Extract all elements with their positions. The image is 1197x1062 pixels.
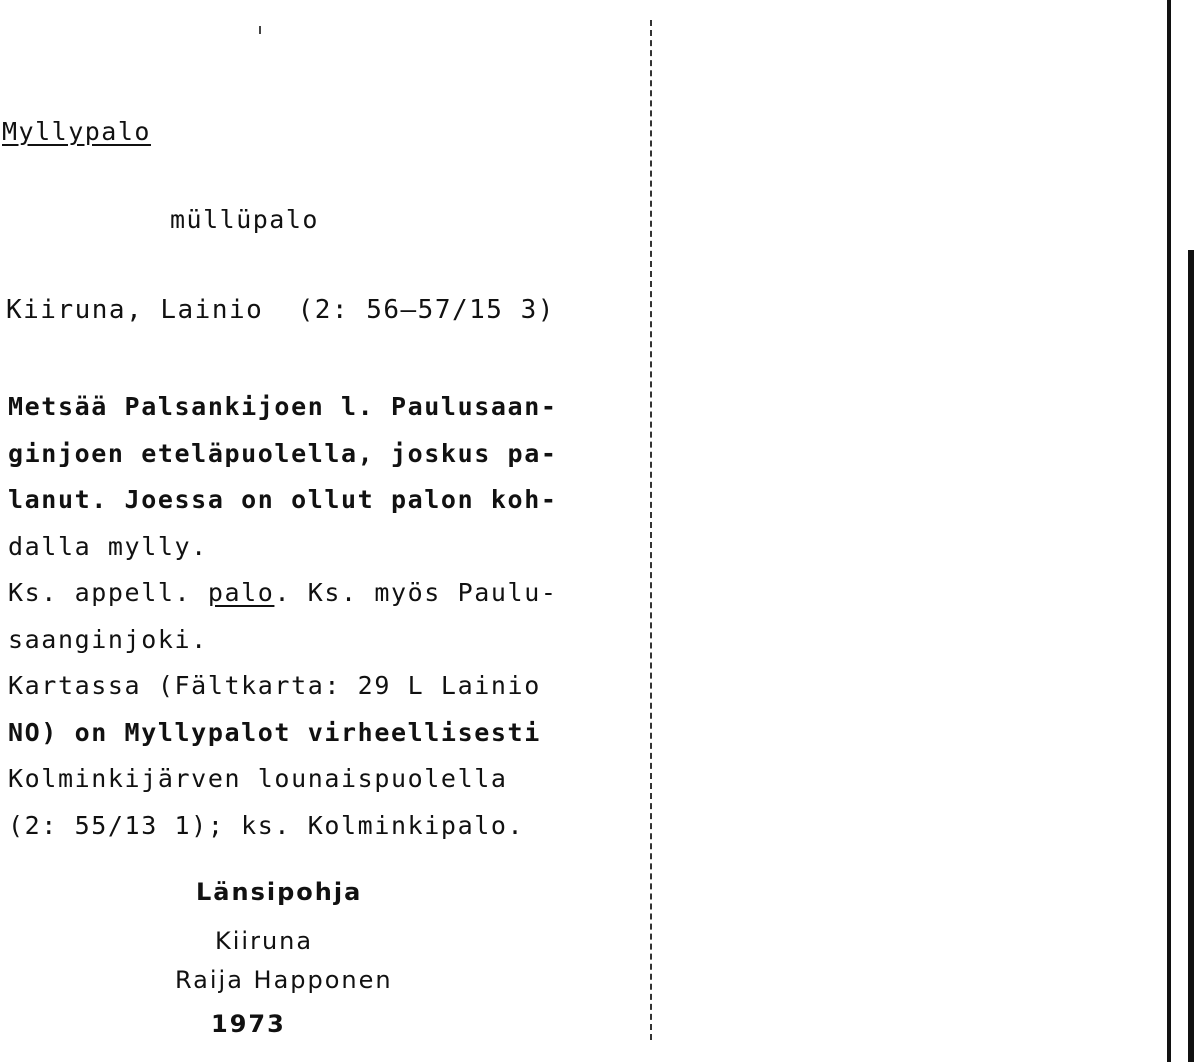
scan-speck [259,26,261,34]
cross-reference-term: palo [207,578,275,607]
description-line: (2: 55/13 1); ks. Kolminkipalo. [8,810,525,840]
card-divider [650,20,652,1040]
pronunciation: müllüpalo [170,205,319,234]
cross-reference-line [8,570,628,617]
stamp-parish: Kiiruna [215,927,314,955]
description-line: saanginjoki. [8,624,208,654]
cross-reference-suffix: . Ks. myös Paulu- [274,578,558,607]
scan-edge [1167,0,1171,1062]
stamp-year: 1973 [211,1010,286,1038]
location-reference: Kiiruna, Lainio (2: 56–57/15 3) [6,295,555,325]
description-line: NO) on Myllypalot virheellisesti [8,717,541,747]
description [8,384,628,849]
description-line: Metsää Palsankijoen l. Paulusaan- [8,392,558,421]
scan-edge-shadow [1188,250,1194,1062]
description-line: dalla mylly. [8,531,208,561]
description-line: ginjoen eteläpuolella, joskus pa- [8,438,558,468]
headword: Myllypalo [2,117,151,146]
description-line: Kolminkijärven lounaispuolella [8,764,508,793]
cross-reference-prefix: Ks. appell. [8,578,208,607]
stamp-collector: Raija Happonen [175,966,393,994]
stamp-region: Länsipohja [196,878,363,906]
description-line: lanut. Joessa on ollut palon koh- [8,485,558,514]
description-line: Kartassa (Fältkarta: 29 L Lainio [8,671,541,700]
